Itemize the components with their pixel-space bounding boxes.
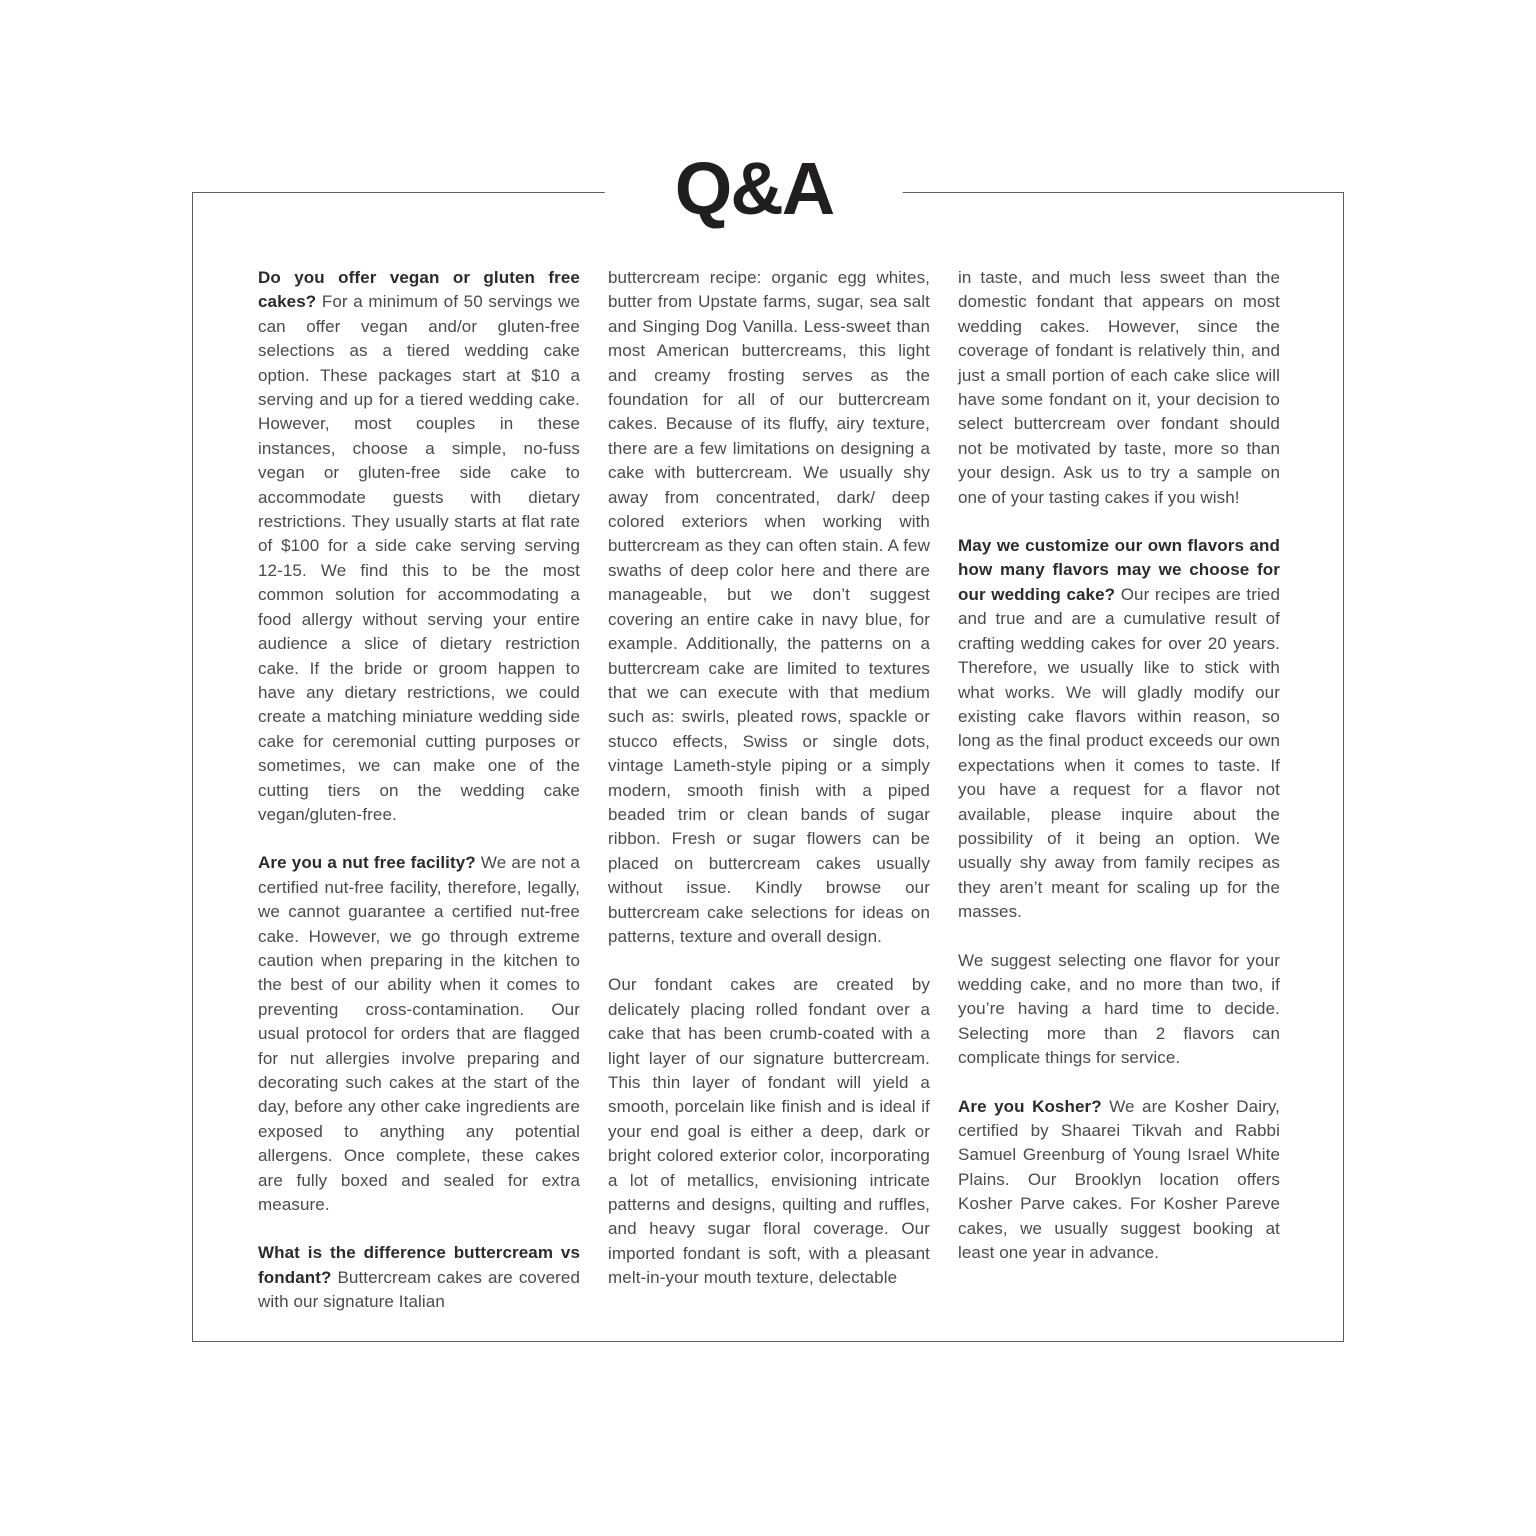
answer-text: We are not a certified nut-free facility, therefore, legally, we cannot guarantee a certified nut-free cake. However, we go through extreme caution when preparing in the kitchen to the best of our ability when it comes to preventing cross-contamination. Our usual protocol for orders that are flagged for nut allergies involve preparing and decorating such cakes at the start of the day, before any other cake ingredients are exposed to anything any potential allergens. Once complete, these cakes are fully boxed and sealed for extra measure. — [258, 853, 580, 1215]
answer-text: buttercream recipe: organic egg whites, butter from Upstate farms, sugar, sea salt and Singing Dog Vanilla. Less-sweet than most American buttercreams, this light and creamy frosting serves as the foundation for all of our buttercream cakes. Because of its fluffy, airy texture, there are a few limitations on designing a cake with buttercream. We usually shy away from concentrated, dark/ deep colored exteriors when working with buttercream as they can often stain. A few swaths of deep color here and there are manageable, but we don’t suggest covering an entire cake in navy blue, for example. Additionally, the patterns on a buttercream cake are limited to textures that we can execute with that medium such as: swirls, pleated rows, spackle or stucco effects, Swiss or single dots, vintage Lameth-style piping or a simply modern, smooth finish with a piped beaded trim or clean bands of sugar ribbon. Fresh or sugar flowers can be placed on buttercream cakes usually without issue. Kindly browse our buttercream cake selections for ideas on patterns, texture and overall design. — [608, 268, 930, 946]
question-text: Do you offer vegan or gluten free cakes? — [258, 268, 580, 312]
faq-item-buttercream-vs-fondant — [258, 1241, 580, 1314]
question-text: Are you Kosher? — [958, 1096, 1102, 1116]
question-text: What is the difference buttercream vs fondant? — [258, 1243, 580, 1287]
faq-paragraph-fondant-cakes — [608, 973, 930, 1290]
faq-columns — [258, 266, 1280, 1315]
faq-paragraph-buttercream-recipe — [608, 266, 930, 949]
answer-text: Buttercream cakes are covered with our signature Italian — [258, 1267, 580, 1312]
answer-text: Our fondant cakes are created by delicately placing rolled fondant over a cake that has been crumb-coated with a light layer of our signature buttercream. This thin layer of fondant will yield a smooth, porcelain like finish and is ideal if your end goal is either a deep, dark or bright colored exterior color, incorporating a lot of metallics, envisioning intricate patterns and designs, quilting and ruffles, and heavy sugar floral coverage. Our imported fondant is soft, with a pleasant melt-in-your mouth texture, delectable — [608, 975, 930, 1288]
faq-paragraph-flavor-suggestion — [958, 949, 1280, 1071]
answer-text: For a minimum of 50 servings we can offer vegan and/or gluten-free selections as a tiered wedding cake option. These packages start at $10 a serving and up for a tiered wedding cake. However, most couples in these instances, choose a simple, no-fuss vegan or gluten-free side cake to accommodate guests with dietary restrictions. They usually starts at flat rate of $100 for a side cake serving serving 12-15. We find this to be the most common solution for accommodating a food allergy without serving your entire audience a slice of dietary restriction cake. If the bride or groom happen to have any dietary restrictions, we could create a matching miniature wedding side cake for ceremonial cutting purposes or sometimes, we can make one of the cutting tiers on the wedding cake vegan/gluten-free. — [258, 292, 580, 824]
question-text: May we customize our own flavors and how many flavors may we choose for our wedding cake? — [958, 536, 1280, 604]
faq-item-vegan-gluten-free — [258, 266, 580, 827]
page-title: Q&A — [605, 150, 903, 228]
answer-text: Our recipes are tried and true and are a cumulative result of crafting wedding cakes for over 20 years. Therefore, we usually like to stick with what works. We will gladly modify our existing cake flavors within reason, so long as the final product exceeds our own expectations when it comes to taste. If you have a request for a flavor not available, please inquire about the possibility of it being an option. We usually shy away from family recipes as they aren’t meant for scaling up for the masses. — [958, 584, 1281, 922]
question-text: Are you a nut free facility? — [258, 853, 476, 873]
faq-paragraph-fondant-taste — [958, 266, 1280, 510]
faq-item-customize-flavors — [958, 534, 1280, 925]
answer-text: We suggest selecting one flavor for your wedding cake, and no more than two, if you’re having a hard time to decide. Selecting more than 2 flavors can complicate things for service. — [958, 950, 1280, 1068]
faq-column-1 — [258, 266, 580, 1315]
faq-item-kosher — [958, 1095, 1280, 1266]
faq-column-2 — [608, 266, 930, 1315]
answer-text: in taste, and much less sweet than the domestic fondant that appears on most wedding cakes. However, since the coverage of fondant is relatively thin, and just a small portion of each cake slice will have some fondant on it, your decision to select buttercream over fondant should not be motivated by taste, more so than your design. Ask us to try a sample on one of your tasting cakes if you wish! — [958, 268, 1280, 507]
answer-text: We are Kosher Dairy, certified by Shaarei Tikvah and Rabbi Samuel Greenburg of Young Israel White Plains. Our Brooklyn location offers Kosher Parve cakes. For Kosher Pareve cakes, we usually suggest booking at least one year in advance. — [958, 1096, 1280, 1263]
faq-column-3 — [958, 266, 1280, 1315]
faq-item-nut-free — [258, 851, 580, 1217]
